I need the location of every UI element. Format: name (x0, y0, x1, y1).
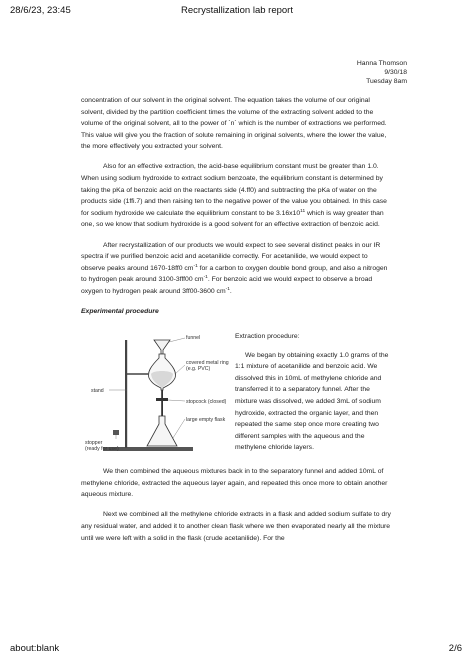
paragraph-equilibrium (81, 161, 393, 231)
author-name: Hanna Thomson (356, 60, 407, 67)
paragraph-ir-spectra (81, 240, 393, 298)
label-funnel: funnel (186, 335, 201, 342)
stopper (113, 430, 119, 435)
paragraph-text: After recrystallization of our products we would expect to see several distinct peaks in our IR spectra if we purified benzoic acid and acetanilide correctly. For acetanilide, we would expect to observe peaks around 1670-18ff0 cm (81, 241, 381, 272)
superscript: -1 (193, 263, 198, 269)
funnel-liquid (151, 371, 173, 387)
superscript: -1 (203, 275, 208, 281)
paragraph-text: which is way greater than one, so we know that sodium hydroxide is a good solvent for an effective extraction of benzoic acid. (81, 209, 384, 229)
label-stand: stand (91, 388, 104, 395)
label-flask: large empty flask (186, 417, 226, 424)
extraction-title: Extraction procedure: (235, 333, 300, 341)
author-block (357, 59, 407, 87)
print-datetime: 28/6/23, 23:45 (10, 5, 71, 16)
figure-row (81, 326, 393, 460)
label-ring: covered metal ring (186, 360, 229, 367)
paragraph-text: for a carbon to oxygen double bond group, and also a nitrogen to hydrogen peak around 3100-3fff00 cm (81, 264, 388, 284)
stopcock (156, 398, 168, 401)
paragraph-text: Also for an effective extraction, the acid-base equilibrium constant must be greater than 1.0. When using sodium hydroxide to extract sodium benzoate, the equilibrium constant is determined by taking the pKa of benzoic acid on the reactants side (4.ff0) and subtracting the pKa of water on the products side (1ffi.7) and then raising ten to the negative power of the value you obtained. In this case for sodium hydroxide we calculate the equilibrium constant to be 3.16x10 (81, 163, 387, 217)
label-ring-sub: (e.g. PVC) (186, 366, 211, 373)
leader-line (169, 338, 185, 342)
superscript: -1 (225, 286, 230, 292)
stand-rod (125, 340, 127, 448)
label-stopper-sub: (ready for use) (85, 446, 119, 453)
paragraph-extraction: We began by obtaining exactly 1.0 grams of the 1:1 mixture of acetanilide and benzoic acid. We dissolved this in 10mL of methylene chloride and transferred it to a separatory funnel. After the mixture was dissolved, we added 3mL of sodium hydroxide, extracted the organic layer, and then repeated the same step once more creating two different samples with the aqueous and the methylene chloride layers. (235, 351, 389, 452)
page-number: 2/6 (448, 643, 462, 654)
author-date: 9/30/18 (384, 69, 407, 77)
author-section: Tuesday 8am (366, 78, 407, 86)
paragraph-aqueous: We then combined the aqueous mixtures back in to the separatory funnel and added 10mL of methylene chloride, extracted the aqueous layer again, and repeated this once more to obtain another aqueous mixture. (81, 468, 388, 499)
paragraph-text: . (229, 287, 232, 295)
print-url: about:blank (10, 643, 60, 654)
separatory-funnel-diagram (81, 326, 231, 458)
large-flask (147, 416, 177, 446)
funnel-shape (154, 340, 170, 354)
leader-line (175, 365, 185, 374)
paragraph-text: `n` (228, 120, 237, 128)
paragraph-partition (81, 95, 393, 153)
paragraph-text: which is the number of extractions we performed. This value will give you the fraction of solute remaining in original solvents, where the lower the value, the more effectively you extracted your solvent. (81, 120, 387, 151)
superscript: 11 (300, 208, 306, 214)
print-title: Recrystallization lab report (181, 5, 293, 16)
separatory-funnel-figure (81, 326, 231, 458)
leader-line (168, 400, 185, 401)
paragraph-drying: Next we combined all the methylene chloride extracts in a flask and added sodium sulfate to dry any residual water, and added it to another clean flask where we then evaporated nearly all the mixture until we were left with a solid in the flask (crude acetanilide). For the (81, 511, 391, 542)
label-stopper: stopper (85, 440, 103, 447)
paragraph-text: concentration of our solvent in the original solvent. The equation takes the volume of our original solvent, divided by the partition coefficient times the volume of the extracting solvent added to the volume of the original solvent, all to the power of (81, 97, 374, 128)
extraction-procedure (231, 326, 393, 460)
leader-line (173, 419, 185, 438)
paragraph-text: . For benzoic acid we would expect to observe a broad oxygen to hydrogen peak around 3ff00-3600 cm (81, 276, 373, 295)
section-heading: Experimental procedure (81, 308, 159, 315)
label-stopcock: stopcock (closed) (186, 399, 227, 406)
report-body (81, 95, 393, 553)
funnel-stem (161, 390, 163, 420)
